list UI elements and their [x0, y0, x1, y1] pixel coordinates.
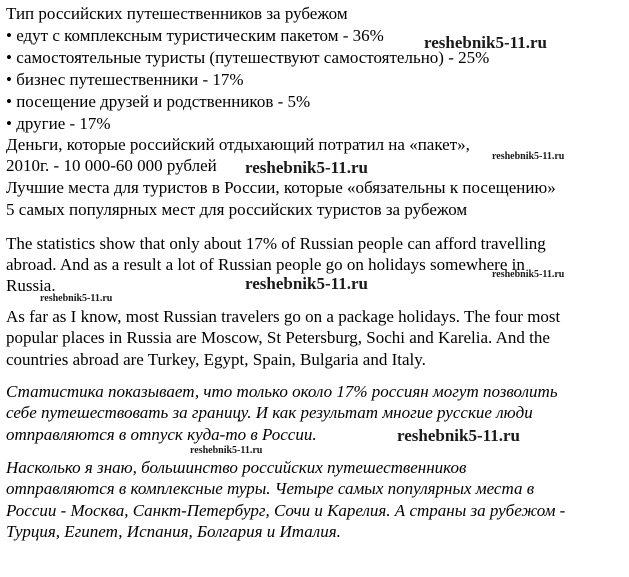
english-paragraph-line: popular places in Russia are Moscow, St Petersburg, Sochi and Karelia. And the	[6, 328, 550, 347]
russian-paragraph-line: себе путешествовать за границу. И как результат многие русские люди	[6, 403, 533, 422]
stats-item: • самостоятельные туристы (путешествуют самостоятельно) - 25%	[6, 48, 490, 67]
watermark: reshebnik5-11.ru	[397, 426, 520, 445]
watermark: reshebnik5-11.ru	[245, 274, 368, 293]
english-paragraph-line: As far as I know, most Russian travelers go on a package holidays. The four most	[6, 307, 561, 326]
russian-paragraph-line: Насколько я знаю, большинство российских путешественников	[6, 458, 467, 477]
english-paragraph-line: abroad. And as a result a lot of Russian people go on holidays somewhere in	[6, 255, 525, 274]
money-line: Деньги, которые российский отдыхающий потратил на «пакет»,	[6, 135, 470, 154]
watermark: reshebnik5-11.ru	[190, 445, 263, 456]
stats-item: • бизнес путешественники - 17%	[6, 70, 244, 89]
english-paragraph-line: Russia.	[6, 276, 56, 295]
best-places-line: Лучшие места для туристов в России, которые «обязательны к посещению»	[6, 178, 556, 197]
watermark: reshebnik5-11.ru	[492, 269, 565, 280]
watermark: reshebnik5-11.ru	[245, 158, 368, 177]
russian-paragraph-line: России - Москва, Санкт-Петербург, Сочи и Карелия. А страны за рубежом -	[6, 501, 566, 520]
watermark: reshebnik5-11.ru	[40, 293, 113, 304]
english-paragraph-line: The statistics show that only about 17% of Russian people can afford travelling	[6, 234, 546, 253]
stats-item: • посещение друзей и родственников - 5%	[6, 92, 311, 111]
watermark: reshebnik5-11.ru	[492, 151, 565, 162]
stats-title: Тип российских путешественников за рубежом	[6, 4, 348, 23]
russian-paragraph-line: Статистика показывает, что только около 17% россиян могут позволить	[6, 382, 558, 401]
english-paragraph-line: countries abroad are Turkey, Egypt, Spain, Bulgaria and Italy.	[6, 350, 426, 369]
money-line: 2010г. - 10 000-60 000 рублей	[6, 156, 217, 175]
top5-line: 5 самых популярных мест для российских туристов за рубежом	[6, 200, 468, 219]
russian-paragraph-line: отправляются в комплексные туры. Четыре самых популярных места в	[6, 479, 535, 498]
stats-item: • едут с комплексным туристическим пакетом - 36%	[6, 26, 384, 45]
russian-paragraph-line: Турция, Египет, Испания, Болгария и Италия.	[6, 522, 341, 541]
russian-paragraph-line: отправляются в отпуск куда-то в России.	[6, 425, 317, 444]
stats-item: • другие - 17%	[6, 114, 111, 133]
watermark: reshebnik5-11.ru	[424, 33, 547, 52]
